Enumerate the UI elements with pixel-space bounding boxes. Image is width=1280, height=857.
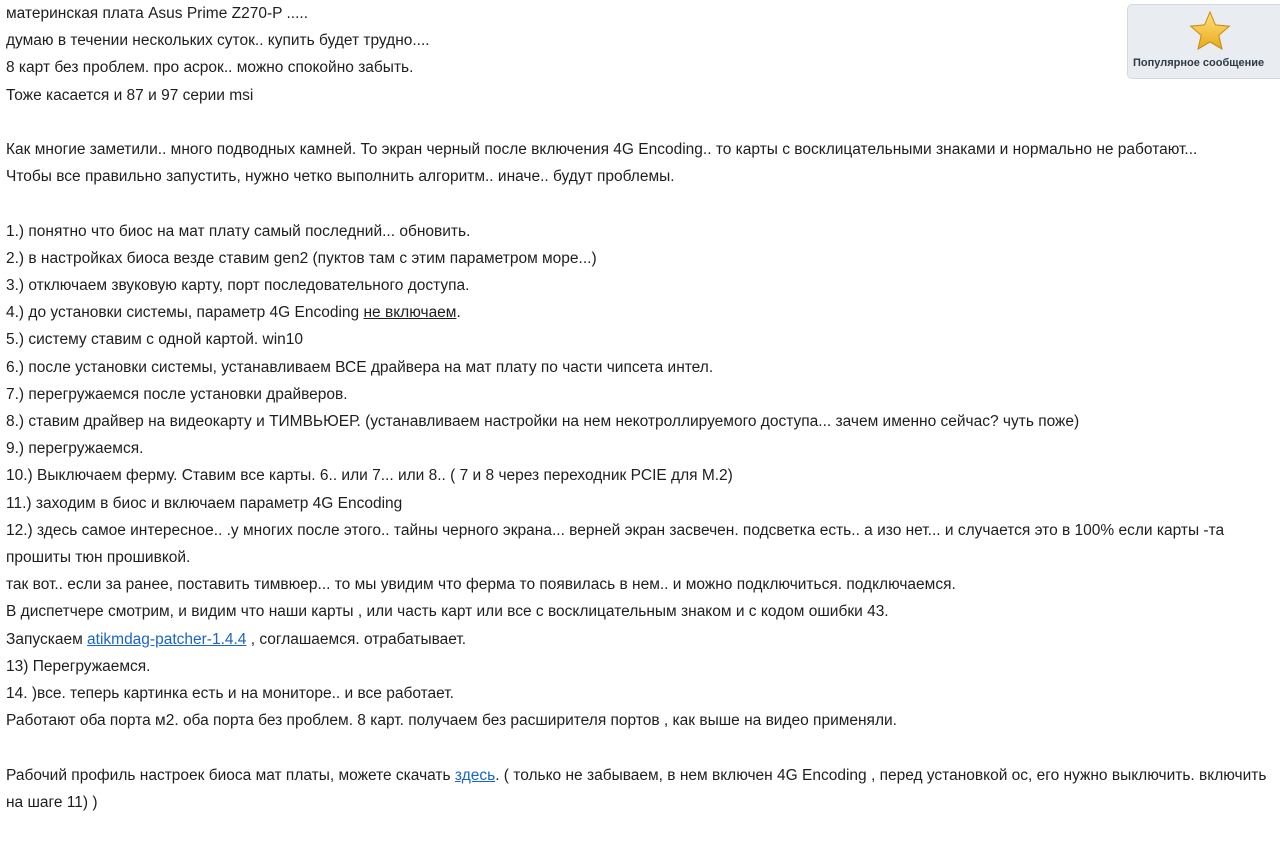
warning-text: Как многие заметили.. много подводных камней. То экран черный после включения 4G Encoding.. то карты с восклицательными знаками и нормально не работают... xyxy=(6,141,1198,158)
step-11: 11.) заходим в биос и включаем параметр 4G Encoding xyxy=(6,494,403,512)
step-14: 14. )все. теперь картинка есть и на мониторе.. и все работает. xyxy=(6,685,454,703)
post-body xyxy=(6,0,1274,816)
algorithm-note: Чтобы все правильно запустить, нужно четко выполнить алгоритм.. иначе.. будут проблемы. xyxy=(6,168,675,186)
bios-profile-note xyxy=(6,762,1274,816)
intro-line-3: 8 карт без проблем. про асрок.. можно спокойно забыть. xyxy=(6,59,414,77)
step-4-text: 4.) до установки системы, параметр 4G Encoding xyxy=(6,304,364,322)
step-6: 6.) после установки системы, устанавливаем ВСЕ драйвера на мат плату по части чипсета интел. xyxy=(6,358,714,376)
intro-line-4: Тоже касается и 87 и 97 серии msi xyxy=(6,86,254,104)
profile-download-link[interactable]: здесь xyxy=(454,766,496,784)
step-4-emphasis: не включаем xyxy=(363,304,457,322)
step-10: 10.) Выключаем ферму. Ставим все карты. 6.. или 7... или 8.. ( 7 и 8 через переходник PCIE для M.2) xyxy=(6,467,733,485)
paragraph-gap xyxy=(6,190,1274,217)
step-3: 3.) отключаем звуковую карту, порт последовательного доступа. xyxy=(6,277,470,294)
step-2: 2.) в настройках биоса везде ставим gen2 (пуктов там с этим параметром море...) xyxy=(6,249,597,267)
intro-line-1: материнская плата Asus Prime Z270-P ..... xyxy=(6,5,309,22)
patcher-link[interactable]: atikmdag-patcher-1.4.4 xyxy=(87,630,247,648)
badge-label: Популярное сообщение xyxy=(1133,57,1265,69)
step-4 xyxy=(6,299,1274,326)
star-icon xyxy=(1189,10,1231,52)
patcher-pre: Запускаем xyxy=(6,630,88,648)
step-1: 1.) понятно что биос на мат плату самый последний... обновить. xyxy=(6,222,471,240)
step-14-note: Работают оба порта м2. оба порта без проблем. 8 карт. получаем без расширителя портов , как выше на видео применяли. xyxy=(6,712,897,730)
step-9: 9.) перегружаемся. xyxy=(6,440,144,458)
step-12-teamviewer: так вот.. если за ранее, поставить тимвюер... то мы увидим что ферма то появилась в нем.. и можно подключиться. подключаемся. xyxy=(6,576,956,594)
step-13: 13) Перегружаемся. xyxy=(6,657,151,675)
step-12-device-manager: В диспетчере смотрим, и видим что наши карты , или часть карт или все с восклицательным знаком и с кодом ошибки 43. xyxy=(6,603,889,621)
step-5: 5.) систему ставим с одной картой. win10 xyxy=(6,331,303,349)
step-12-patcher xyxy=(6,626,1274,653)
paragraph-gap xyxy=(6,734,1274,761)
step-8: 8.) ставим драйвер на видеокарту и ТИМВЬЮЕР. (устанавливаем настройки на нем некотроллируемого доступа... зачем именно сейчас? чуть поже) xyxy=(6,413,1080,431)
patcher-post: , соглашаемся. отрабатывает. xyxy=(246,630,467,648)
step-7: 7.) перегружаемся после установки драйверов. xyxy=(6,385,348,403)
profile-post: . ( только не забываем, в нем включен 4G Encoding , перед установкой ос, его нужно выключить. включить на шаге 11) ) xyxy=(6,766,1267,811)
step-12: 12.) здесь самое интересное.. .у многих после этого.. тайны черного экрана... верней экран засвечен. подсветка есть.. а изо нет... и случается это в 100% если карты -та прошиты тюн прошивкой. xyxy=(6,521,1225,567)
profile-pre: Рабочий профиль настроек биоса мат платы, можете скачать xyxy=(6,766,455,784)
intro-line-2: думаю в течении нескольких суток.. купить будет трудно.... xyxy=(6,32,430,50)
popular-post-badge xyxy=(1127,4,1280,79)
paragraph-gap xyxy=(6,109,1274,136)
step-4-end: . xyxy=(456,304,461,322)
